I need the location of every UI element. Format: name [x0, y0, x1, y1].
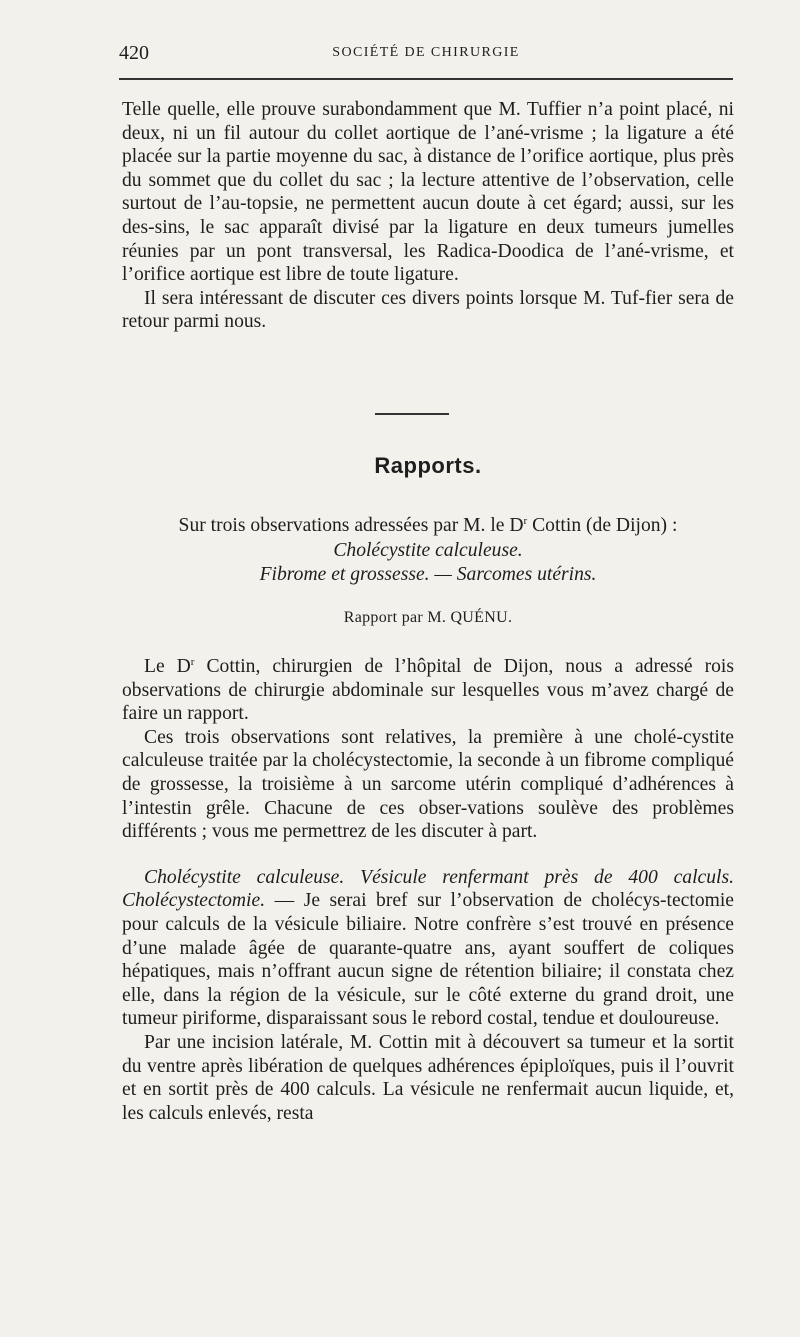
subtitle-text: Sur trois observations adressées par M. le D: [178, 515, 524, 536]
para3-italic-heading: Cholécystite calculeuse. Vésicule renfermant près de 400 calculs. Cholécystectomie.: [122, 866, 734, 912]
section-heading: Rapports.: [374, 453, 482, 478]
body-text: [122, 655, 734, 1125]
body-paragraph-1: [122, 655, 734, 726]
body-paragraph-4: Par une incision latérale, M. Cottin mit à découvert sa tumeur et la sortit du ventre après libération de quelques adhérences épiploïques, puis il l’ouvrit et en sortit près de 400 calculs. La vésicule ne renfermait aucun liquide, et, les calculs enlevés, resta: [122, 1031, 734, 1124]
para1-rest: Cottin, chirurgien de l’hôpital de Dijon, nous a adressé rois observations de chirurgie abdominale sur lesquelles vous m’avez chargé de faire un rapport.: [122, 656, 734, 725]
subtitle-sup: r: [523, 515, 528, 527]
continued-text: [122, 98, 734, 334]
subtitle-line-2: Cholécystite calculeuse.: [333, 540, 523, 561]
para1-start: Le D: [144, 656, 191, 677]
running-title: SOCIÉTÉ DE CHIRURGIE: [332, 45, 520, 60]
page-header: [119, 38, 733, 66]
subtitle-text-end: Cottin (de Dijon) :: [527, 515, 678, 536]
header-rule: [119, 78, 733, 80]
subtitle-line-3: Fibrome et grossesse. — Sarcomes utérins.: [259, 564, 597, 585]
para1-sup: r: [190, 656, 195, 668]
body-paragraph-3: [122, 866, 734, 1031]
body-paragraph-2: Ces trois observations sont relatives, la première à une cholé-cystite calculeuse traitée par la cholécystectomie, la seconde à un fibrome compliqué de grossesse, la troisième à un sarcome utérin compliqué d’adhérences à l’intestin grêle. Chacune de ces obser-vations soulève des problèmes différents ; vous me permettrez de les discuter à part.: [122, 726, 734, 843]
section-subtitle: [122, 515, 734, 537]
section-separator: [375, 413, 449, 415]
rapport-label: Rapport par M. QUÉNU.: [343, 609, 513, 626]
para3-rest: — Je serai bref sur l’observation de cholécys-tectomie pour calculs de la vésicule biliaire. Notre confrère s’est trouvé en présence d’une malade âgée de quarante-quatre ans, ayant souffert de coliques hépatiques, mais n’offrant aucun signe de rétention biliaire; il constata chez elle, dans la région de la vésicule, sur le côté externe du grand droit, une tumeur piriforme, disparaissant sous le rebord costal, tendue et douloureuse.: [122, 890, 734, 1030]
paragraph-closing: Il sera intéressant de discuter ces divers points lorsque M. Tuf-fier sera de retour parmi nous.: [122, 287, 734, 333]
paragraph-continued: Telle quelle, elle prouve surabondamment que M. Tuffier n’a point placé, ni deux, ni un fil autour du collet aortique de l’ané-vrisme ; la ligature a été placée sur la partie moyenne du sac, à distance de l’orifice aortique, plus près du sommet que du collet du sac ; la lecture attentive de l’observation, celle surtout de l’au-topsie, ne permettent aucun doute à cet égard; aussi, sur les des-sins, le sac apparaît divisé par la ligature en deux tumeurs jumelles réunies par un pont transversal, les Radica-Doodica de l’ané-vrisme, et l’orifice aortique est libre de toute ligature.: [122, 99, 734, 286]
page-number: 420: [119, 42, 149, 64]
